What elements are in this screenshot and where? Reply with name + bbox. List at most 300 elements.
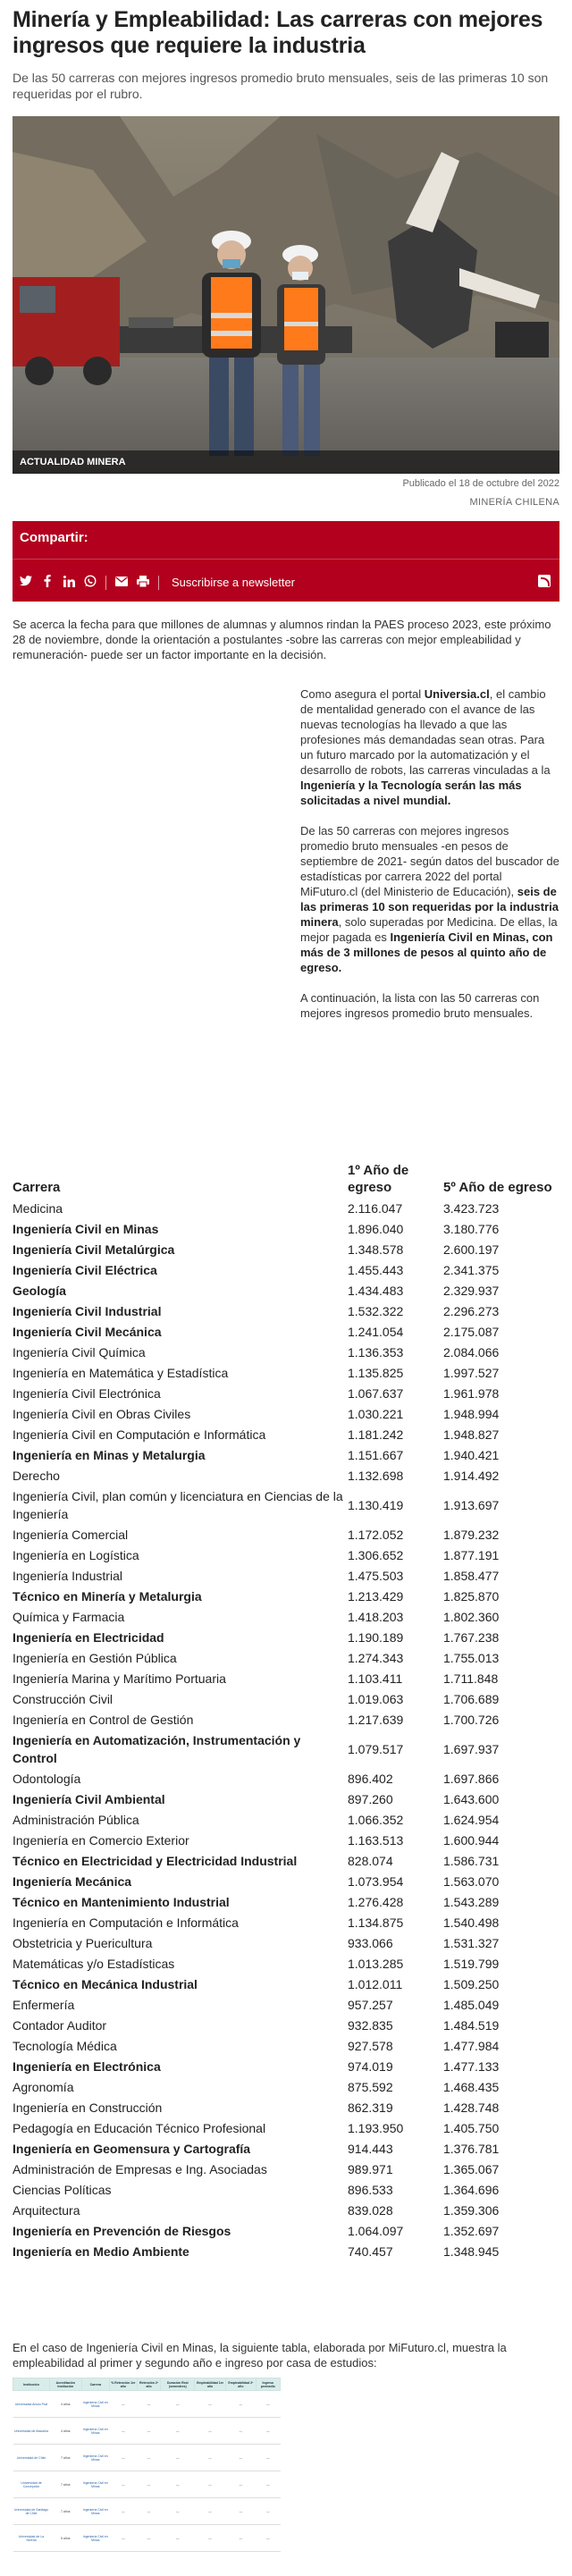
mini-cell: — bbox=[110, 2445, 138, 2471]
table-row bbox=[13, 1259, 559, 1280]
cell-year5: 1.352.697 bbox=[443, 2223, 500, 2238]
mini-cell: — bbox=[137, 2418, 161, 2445]
mini-cell[interactable]: Ingeniería Civil en Minas bbox=[81, 2391, 109, 2418]
cell-carrera: Técnico en Mantenimiento Industrial bbox=[13, 1894, 230, 1909]
cell-year5: 3.180.776 bbox=[443, 1221, 500, 1236]
table-row bbox=[13, 2179, 559, 2200]
cell-year5: 1.364.696 bbox=[443, 2182, 500, 2197]
cell-year1: 1.241.054 bbox=[348, 1324, 404, 1339]
mini-cell: — bbox=[110, 2498, 138, 2525]
text-emphasis: Ingeniería y la Tecnología serán las más solicitadas a nivel mundial. bbox=[300, 779, 522, 807]
mini-cell: — bbox=[226, 2391, 257, 2418]
cell-year5: 1.477.133 bbox=[443, 2058, 500, 2074]
mini-cell: — bbox=[110, 2418, 138, 2445]
mini-cell: — bbox=[161, 2445, 195, 2471]
cell-year1: 875.592 bbox=[348, 2079, 393, 2094]
mini-cell[interactable]: Universidad de Chile bbox=[13, 2445, 50, 2471]
table-row bbox=[13, 1218, 559, 1239]
table-row bbox=[13, 1688, 559, 1709]
mini-cell: — bbox=[137, 2445, 161, 2471]
mini-cell: — bbox=[256, 2445, 280, 2471]
cell-year5: 1.940.421 bbox=[443, 1447, 500, 1462]
cell-carrera: Ingeniería en Electrónica bbox=[13, 2058, 161, 2074]
cell-year1: 1.013.285 bbox=[348, 1956, 404, 1971]
cell-carrera: Ingeniería Civil Industrial bbox=[13, 1303, 162, 1318]
cell-year1: 1.193.950 bbox=[348, 2120, 404, 2135]
table-row bbox=[13, 1444, 559, 1465]
table-row bbox=[13, 1362, 559, 1383]
table-row bbox=[13, 1891, 559, 1912]
table-row bbox=[13, 1301, 559, 1321]
image-caption: ACTUALIDAD MINERA bbox=[13, 450, 559, 474]
mini-header-cell: Carrera bbox=[81, 2378, 109, 2391]
email-icon[interactable] bbox=[115, 577, 128, 589]
table-row bbox=[13, 1912, 559, 1932]
cell-carrera: Técnico en Electricidad y Electricidad Industrial bbox=[13, 1853, 298, 1868]
cell-carrera: Técnico en Mecánica Industrial bbox=[13, 1976, 198, 1991]
table-row bbox=[13, 1321, 559, 1342]
table-row bbox=[13, 2159, 559, 2179]
institutions-table bbox=[13, 2378, 281, 2552]
cell-carrera: Derecho bbox=[13, 1468, 60, 1483]
cell-carrera: Ingeniería Marina y Marítimo Portuaria bbox=[13, 1671, 226, 1686]
twitter-icon[interactable] bbox=[20, 576, 32, 589]
cell-carrera: Ingeniería en Electricidad bbox=[13, 1629, 164, 1645]
cell-year1: 1.132.698 bbox=[348, 1468, 404, 1483]
cell-year1: 1.135.825 bbox=[348, 1365, 404, 1380]
mini-header-cell: Empleabilidad 1er año bbox=[195, 2378, 226, 2391]
cell-year5: 1.706.689 bbox=[443, 1691, 500, 1706]
header-year1: 1º Año de egreso bbox=[348, 1163, 409, 1195]
mini-cell: — bbox=[256, 2471, 280, 2498]
table-row bbox=[13, 1709, 559, 1730]
section-label: MINERÍA CHILENA bbox=[469, 497, 559, 508]
table-row bbox=[13, 2200, 559, 2220]
cell-year1: 1.134.875 bbox=[348, 1915, 404, 1930]
mini-cell: — bbox=[256, 2498, 280, 2525]
cell-carrera: Ingeniería en Prevención de Riesgos bbox=[13, 2223, 231, 2238]
cell-year1: 1.172.052 bbox=[348, 1527, 404, 1542]
mini-header-cell: Institución bbox=[13, 2378, 50, 2391]
text-emphasis: seis de las primeras 10 son requeridas por la industria minera bbox=[300, 885, 559, 929]
table-row bbox=[13, 1606, 559, 1627]
cell-carrera: Tecnología Médica bbox=[13, 2038, 117, 2053]
salary-table-body bbox=[13, 1198, 559, 2261]
hero-image bbox=[13, 116, 559, 474]
cell-carrera: Contador Auditor bbox=[13, 2017, 107, 2033]
cell-carrera: Ingeniería Mecánica bbox=[13, 1873, 132, 1889]
cell-carrera: Ingeniería en Geomensura y Cartografía bbox=[13, 2141, 251, 2156]
cell-carrera: Ingeniería Civil en Minas bbox=[13, 1221, 159, 1236]
mini-cell: 5 años bbox=[49, 2525, 81, 2552]
cell-carrera: Ingeniería en Control de Gestión bbox=[13, 1712, 194, 1727]
cell-carrera: Ciencias Políticas bbox=[13, 2182, 112, 2197]
mini-cell: — bbox=[161, 2498, 195, 2525]
mini-cell: — bbox=[195, 2418, 226, 2445]
table-row bbox=[13, 1545, 559, 1565]
cell-year1: 1.896.040 bbox=[348, 1221, 404, 1236]
cell-year1: 927.578 bbox=[348, 2038, 393, 2053]
table-row bbox=[13, 1424, 559, 1444]
table-row bbox=[13, 2117, 559, 2138]
table-row bbox=[13, 1383, 559, 1403]
table-row bbox=[13, 1809, 559, 1830]
table-row bbox=[13, 1403, 559, 1424]
mini-cell: — bbox=[195, 2391, 226, 2418]
table-row bbox=[13, 1647, 559, 1668]
mini-cell: — bbox=[110, 2471, 138, 2498]
whatsapp-icon[interactable] bbox=[84, 575, 97, 590]
cell-year5: 1.484.519 bbox=[443, 2017, 500, 2033]
cell-carrera: Ingeniería Civil Electrónica bbox=[13, 1385, 161, 1401]
cell-year5: 1.543.289 bbox=[443, 1894, 500, 1909]
mini-cell: — bbox=[195, 2445, 226, 2471]
mini-cell[interactable]: Universidad de Santiago de Chile bbox=[13, 2498, 50, 2525]
cell-year1: 2.116.047 bbox=[348, 1200, 403, 1216]
mini-cell: — bbox=[161, 2525, 195, 2552]
table-row bbox=[13, 1730, 559, 1768]
cell-year5: 1.914.492 bbox=[443, 1468, 500, 1483]
cell-carrera: Odontología bbox=[13, 1771, 81, 1786]
cell-year5: 1.697.937 bbox=[443, 1741, 500, 1756]
mini-header-cell: Empleabilidad 2º año bbox=[226, 2378, 257, 2391]
cell-carrera: Ingeniería en Medio Ambiente bbox=[13, 2243, 189, 2259]
table-row bbox=[13, 1768, 559, 1789]
mini-cell: 4 años bbox=[49, 2418, 81, 2445]
mini-cell: — bbox=[256, 2525, 280, 2552]
cell-year1: 989.971 bbox=[348, 2161, 393, 2176]
table-row bbox=[13, 1239, 559, 1259]
mini-cell: — bbox=[226, 2445, 257, 2471]
cell-year1: 957.257 bbox=[348, 1997, 393, 2012]
linkedin-icon[interactable] bbox=[63, 576, 75, 590]
cell-year1: 1.019.063 bbox=[348, 1691, 404, 1706]
cell-year5: 1.997.527 bbox=[443, 1365, 500, 1380]
mini-cell: — bbox=[226, 2525, 257, 2552]
facebook-icon[interactable] bbox=[41, 575, 54, 590]
table-row bbox=[13, 2035, 559, 2056]
table-row bbox=[13, 2056, 559, 2076]
after-table-paragraph: En el caso de Ingeniería Civil en Minas, la siguiente tabla, elaborada por MiFuturo.cl, muestra la empleabilidad al primer y segundo año e ingreso por casa de estudios: bbox=[13, 2341, 507, 2370]
cell-year5: 1.365.067 bbox=[443, 2161, 500, 2176]
cell-carrera: Ingeniería Civil Metalúrgica bbox=[13, 1242, 175, 1257]
mini-table-row bbox=[13, 2418, 281, 2445]
table-row bbox=[13, 1850, 559, 1871]
cell-year5: 1.697.866 bbox=[443, 1771, 500, 1786]
table-row bbox=[13, 1280, 559, 1301]
mini-cell: — bbox=[161, 2418, 195, 2445]
table-row bbox=[13, 1871, 559, 1891]
cell-carrera: Ingeniería Comercial bbox=[13, 1527, 129, 1542]
table-row bbox=[13, 1974, 559, 1994]
table-row bbox=[13, 2241, 559, 2261]
cell-year1: 1.532.322 bbox=[348, 1303, 404, 1318]
cell-carrera: Ingeniería en Comercio Exterior bbox=[13, 1832, 189, 1848]
cell-year5: 2.296.273 bbox=[443, 1303, 500, 1318]
mini-cell[interactable]: Ingeniería Civil en Minas bbox=[81, 2498, 109, 2525]
share-divider bbox=[13, 559, 559, 560]
cell-carrera: Obstetricia y Puericultura bbox=[13, 1935, 153, 1950]
mini-cell: 4 años bbox=[49, 2391, 81, 2418]
cell-carrera: Ingeniería Civil en Obras Civiles bbox=[13, 1406, 191, 1421]
cell-year1: 1.151.667 bbox=[348, 1447, 404, 1462]
mini-cell: — bbox=[161, 2471, 195, 2498]
mini-table-body bbox=[13, 2391, 281, 2552]
cell-year5: 1.767.238 bbox=[443, 1629, 500, 1645]
mini-table-row bbox=[13, 2471, 281, 2498]
cell-carrera: Ingeniería en Minas y Metalurgia bbox=[13, 1447, 206, 1462]
cell-year1: 1.306.652 bbox=[348, 1547, 404, 1562]
cell-carrera: Arquitectura bbox=[13, 2202, 80, 2218]
share-title: Compartir: bbox=[20, 530, 88, 545]
mini-cell[interactable]: Universidad de Atacama bbox=[13, 2418, 50, 2445]
cell-year1: 1.079.517 bbox=[348, 1741, 404, 1756]
table-row bbox=[13, 1789, 559, 1809]
rss-icon[interactable] bbox=[538, 575, 551, 587]
mini-cell: — bbox=[110, 2525, 138, 2552]
mini-header-cell: Duración Real (semestres) bbox=[161, 2378, 195, 2391]
text-run: , solo superadas por Medicina. De ellas, la mejor pagada es bbox=[300, 915, 558, 944]
newsletter-link[interactable]: Suscribirse a newsletter bbox=[172, 576, 295, 589]
cell-year5: 1.858.477 bbox=[443, 1568, 500, 1583]
cell-year1: 897.260 bbox=[348, 1791, 393, 1806]
cell-year1: 1.475.503 bbox=[348, 1568, 404, 1583]
cell-year5: 3.423.723 bbox=[443, 1200, 500, 1216]
cell-year1: 1.434.483 bbox=[348, 1283, 404, 1298]
share-bar bbox=[13, 521, 559, 602]
cell-year1: 1.217.639 bbox=[348, 1712, 404, 1727]
table-row bbox=[13, 1565, 559, 1586]
cell-carrera: Enfermería bbox=[13, 1997, 75, 2012]
mini-cell[interactable]: Universidad de Concepción bbox=[13, 2471, 50, 2498]
cell-year5: 2.329.937 bbox=[443, 1283, 500, 1298]
mini-cell: — bbox=[137, 2471, 161, 2498]
mini-cell: — bbox=[226, 2418, 257, 2445]
cell-year1: 1.276.428 bbox=[348, 1894, 404, 1909]
side-column bbox=[300, 686, 559, 1036]
article-title: Minería y Empleabilidad: Las carreras con mejores ingresos que requiere la industria bbox=[13, 7, 543, 58]
print-icon[interactable] bbox=[137, 576, 149, 590]
table-row bbox=[13, 2138, 559, 2159]
cell-year5: 1.376.781 bbox=[443, 2141, 500, 2156]
table-row bbox=[13, 1524, 559, 1545]
cell-carrera: Ingeniería Civil, plan común y licenciatura en Ciencias de la Ingeniería bbox=[13, 1488, 343, 1521]
mini-cell[interactable]: Ingeniería Civil en Minas bbox=[81, 2445, 109, 2471]
cell-year5: 2.600.197 bbox=[443, 1242, 500, 1257]
cell-year5: 1.531.327 bbox=[443, 1935, 500, 1950]
cell-carrera: Ingeniería en Automatización, Instrumentación y Control bbox=[13, 1732, 301, 1765]
mini-table-row bbox=[13, 2445, 281, 2471]
cell-year5: 1.624.954 bbox=[443, 1812, 500, 1827]
cell-carrera: Pedagogía en Educación Técnico Profesional bbox=[13, 2120, 266, 2135]
cell-carrera: Construcción Civil bbox=[13, 1691, 114, 1706]
cell-year1: 1.190.189 bbox=[348, 1629, 404, 1645]
cell-year5: 1.643.600 bbox=[443, 1791, 500, 1806]
cell-year1: 1.274.343 bbox=[348, 1650, 404, 1665]
publish-date: Publicado el 18 de octubre del 2022 bbox=[402, 478, 559, 489]
cell-year5: 1.600.944 bbox=[443, 1832, 500, 1848]
mini-header-cell: Acreditación Institución bbox=[49, 2378, 81, 2391]
article-subtitle: De las 50 carreras con mejores ingresos promedio bruto mensuales, seis de las primeras 10 son requeridas por el rubro. bbox=[13, 71, 549, 101]
header-carrera: Carrera bbox=[13, 1180, 61, 1195]
cell-year1: 933.066 bbox=[348, 1935, 393, 1950]
mini-cell: — bbox=[161, 2391, 195, 2418]
table-row bbox=[13, 2220, 559, 2241]
cell-year5: 2.175.087 bbox=[443, 1324, 500, 1339]
mini-table-row bbox=[13, 2498, 281, 2525]
cell-year1: 932.835 bbox=[348, 2017, 393, 2033]
cell-carrera: Ingeniería en Matemática y Estadística bbox=[13, 1365, 229, 1380]
cell-year5: 1.428.748 bbox=[443, 2100, 500, 2115]
cell-carrera: Técnico en Minería y Metalurgia bbox=[13, 1588, 202, 1604]
mini-table-header-row bbox=[13, 2378, 281, 2391]
cell-year5: 1.540.498 bbox=[443, 1915, 500, 1930]
cell-year5: 1.485.049 bbox=[443, 1997, 500, 2012]
cell-carrera: Ingeniería en Logística bbox=[13, 1547, 139, 1562]
cell-carrera: Ingeniería Civil Ambiental bbox=[13, 1791, 165, 1806]
mini-cell: — bbox=[110, 2391, 138, 2418]
share-separator bbox=[105, 576, 106, 590]
table-header-row bbox=[13, 1162, 559, 1198]
cell-carrera: Ingeniería Civil en Computación e Informática bbox=[13, 1427, 266, 1442]
cell-year5: 1.519.799 bbox=[443, 1956, 500, 1971]
cell-year5: 2.084.066 bbox=[443, 1344, 500, 1360]
mini-table-row bbox=[13, 2391, 281, 2418]
share-separator bbox=[158, 576, 159, 590]
cell-year5: 1.563.070 bbox=[443, 1873, 500, 1889]
cell-year1: 1.064.097 bbox=[348, 2223, 404, 2238]
mini-cell: — bbox=[226, 2471, 257, 2498]
text-run: De las 50 carreras con mejores ingresos promedio bruto mensuales -en pesos de septiembre de 2021- según datos del buscador de estadísticas por carrera 2022 del portal MiFuturo.cl (del Ministerio de Educación), bbox=[300, 824, 559, 898]
mini-cell: — bbox=[256, 2418, 280, 2445]
text-run: Como asegura el portal bbox=[300, 687, 425, 701]
cell-year1: 896.533 bbox=[348, 2182, 393, 2197]
text-emphasis: Ingeniería Civil en Minas, con más de 3 millones de pesos al quinto año de egreso. bbox=[300, 930, 553, 974]
cell-year1: 1.030.221 bbox=[348, 1406, 404, 1421]
cell-year1: 1.067.637 bbox=[348, 1385, 404, 1401]
cell-year1: 1.103.411 bbox=[348, 1671, 403, 1686]
cell-year5: 1.802.360 bbox=[443, 1609, 500, 1624]
mini-cell[interactable]: Universidad de La Serena bbox=[13, 2525, 50, 2552]
intro-paragraph: Se acerca la fecha para que millones de alumnas y alumnos rindan la PAES proceso 2023, este próximo 28 de noviembre, donde la orientación a postulantes -sobre las carreras con mejor empleabilidad y remuneración- puede ser un factor importante en la decisión. bbox=[13, 618, 551, 661]
cell-year1: 1.455.443 bbox=[348, 1262, 404, 1277]
cell-year5: 1.477.984 bbox=[443, 2038, 500, 2053]
cell-year5: 1.700.726 bbox=[443, 1712, 500, 1727]
cell-year5: 2.341.375 bbox=[443, 1262, 500, 1277]
cell-year5: 1.755.013 bbox=[443, 1650, 500, 1665]
cell-year1: 828.074 bbox=[348, 1853, 393, 1868]
cell-year5: 1.586.731 bbox=[443, 1853, 500, 1868]
mini-cell: 7 años bbox=[49, 2445, 81, 2471]
cell-carrera: Administración de Empresas e Ing. Asociadas bbox=[13, 2161, 267, 2176]
cell-year1: 839.028 bbox=[348, 2202, 393, 2218]
share-icons bbox=[20, 575, 295, 590]
table-row bbox=[13, 1994, 559, 2015]
cell-year5: 1.913.697 bbox=[443, 1497, 500, 1512]
cell-year1: 1.130.419 bbox=[348, 1497, 404, 1512]
cell-year1: 896.402 bbox=[348, 1771, 393, 1786]
cell-carrera: Matemáticas y/o Estadísticas bbox=[13, 1956, 175, 1971]
mini-cell: — bbox=[137, 2391, 161, 2418]
mini-cell[interactable]: Ingeniería Civil en Minas bbox=[81, 2471, 109, 2498]
table-row bbox=[13, 1465, 559, 1486]
mini-cell[interactable]: Ingeniería Civil en Minas bbox=[81, 2418, 109, 2445]
table-row bbox=[13, 1953, 559, 1974]
table-row bbox=[13, 1486, 559, 1524]
table-row bbox=[13, 2097, 559, 2117]
cell-carrera: Ingeniería en Computación e Informática bbox=[13, 1915, 239, 1930]
table-row bbox=[13, 1830, 559, 1850]
table-row bbox=[13, 2015, 559, 2035]
cell-carrera: Administración Pública bbox=[13, 1812, 139, 1827]
cell-year5: 1.948.827 bbox=[443, 1427, 500, 1442]
cell-year5: 1.468.435 bbox=[443, 2079, 500, 2094]
cell-year5: 1.348.945 bbox=[443, 2243, 500, 2259]
table-row bbox=[13, 1198, 559, 1218]
paragraph-portal bbox=[300, 686, 559, 808]
mining-site-photo bbox=[13, 116, 559, 474]
cell-year1: 1.073.954 bbox=[348, 1873, 404, 1889]
cell-year5: 1.825.870 bbox=[443, 1588, 500, 1604]
mini-cell[interactable]: Universidad Arturo Prat bbox=[13, 2391, 50, 2418]
cell-year1: 1.418.203 bbox=[348, 1609, 404, 1624]
mini-cell[interactable]: Ingeniería Civil en Minas bbox=[81, 2525, 109, 2552]
cell-year1: 974.019 bbox=[348, 2058, 393, 2074]
cell-year1: 914.443 bbox=[348, 2141, 393, 2156]
cell-year5: 1.879.232 bbox=[443, 1527, 500, 1542]
cell-carrera: Ingeniería Industrial bbox=[13, 1568, 122, 1583]
cell-carrera: Ingeniería Civil Mecánica bbox=[13, 1324, 162, 1339]
universia-mention: Universia.cl bbox=[424, 687, 490, 701]
cell-year1: 1.348.578 bbox=[348, 1242, 404, 1257]
cell-year5: 1.948.994 bbox=[443, 1406, 500, 1421]
table-row bbox=[13, 1932, 559, 1953]
cell-carrera: Geología bbox=[13, 1283, 66, 1298]
mini-cell: — bbox=[195, 2525, 226, 2552]
mini-cell: 7 años bbox=[49, 2498, 81, 2525]
mini-cell: — bbox=[137, 2525, 161, 2552]
cell-carrera: Ingeniería en Construcción bbox=[13, 2100, 163, 2115]
table-row bbox=[13, 1342, 559, 1362]
cell-carrera: Ingeniería en Gestión Pública bbox=[13, 1650, 177, 1665]
mini-cell: — bbox=[195, 2471, 226, 2498]
cell-year1: 862.319 bbox=[348, 2100, 393, 2115]
table-row bbox=[13, 1586, 559, 1606]
cell-year5: 1.509.250 bbox=[443, 1976, 500, 1991]
cell-year5: 1.877.191 bbox=[443, 1547, 500, 1562]
cell-carrera: Ingeniería Civil Eléctrica bbox=[13, 1262, 157, 1277]
cell-carrera: Agronomía bbox=[13, 2079, 74, 2094]
header-year5: 5º Año de egreso bbox=[443, 1180, 552, 1195]
table-row bbox=[13, 1668, 559, 1688]
cell-carrera: Medicina bbox=[13, 1200, 63, 1216]
paragraph-stats bbox=[300, 823, 559, 975]
cell-year1: 1.213.429 bbox=[348, 1588, 404, 1604]
mini-header-cell: % Retención 1er año bbox=[110, 2378, 138, 2391]
salary-table bbox=[13, 1162, 559, 2261]
mini-header-cell: Ingreso promedio bbox=[256, 2378, 280, 2391]
cell-year1: 740.457 bbox=[348, 2243, 393, 2259]
mini-cell: — bbox=[195, 2498, 226, 2525]
mini-cell: 7 años bbox=[49, 2471, 81, 2498]
mini-cell: — bbox=[256, 2391, 280, 2418]
mini-cell: — bbox=[226, 2498, 257, 2525]
mini-cell: — bbox=[137, 2498, 161, 2525]
cell-year5: 1.359.306 bbox=[443, 2202, 500, 2218]
cell-year1: 1.181.242 bbox=[348, 1427, 404, 1442]
cell-year1: 1.012.011 bbox=[348, 1976, 403, 1991]
cell-year1: 1.163.513 bbox=[348, 1832, 404, 1848]
